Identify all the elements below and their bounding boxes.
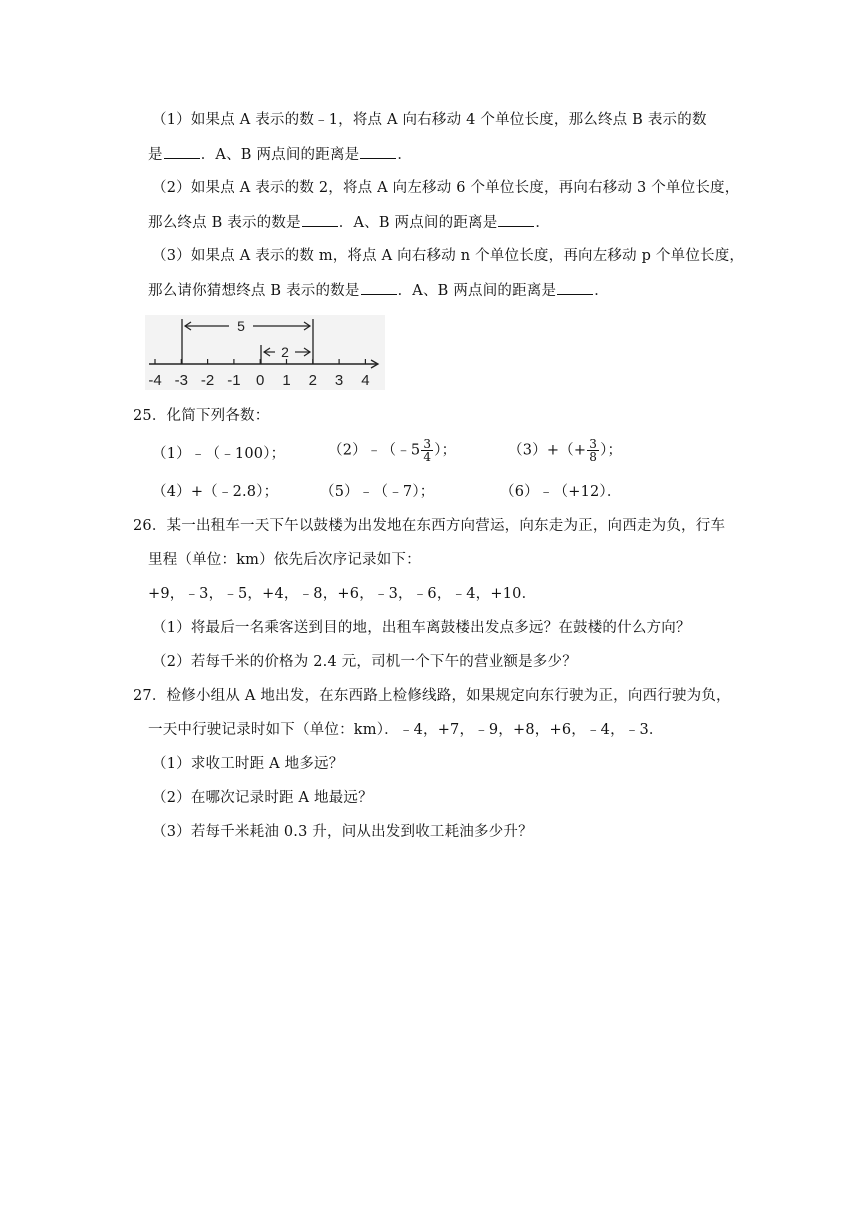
- text: ．: [594, 283, 609, 299]
- tick-label: 1: [282, 372, 291, 389]
- text: ．: [535, 215, 551, 231]
- fraction-denominator: 8: [589, 450, 598, 464]
- fraction-numerator: 3: [589, 437, 598, 451]
- q24-part3-line1: （3）如果点 A 表示的数 m，将点 A 向右移动 n 个单位长度，再向左移动 p 个单位长度，: [152, 248, 745, 264]
- text: （3）+（+: [508, 442, 587, 459]
- tick-label: -4: [148, 372, 162, 389]
- span-small-label: 2: [281, 344, 289, 360]
- q27-line2: 一天中行驶记录时如下（单位：km）．﹣4，+7，﹣9，+8，+6，﹣4，﹣3．: [148, 722, 664, 738]
- q26-sub2: （2）若每千米的价格为 2.4 元，司机一个下午的营业额是多少？: [152, 654, 577, 670]
- text: 那么请你猜想终点 B 表示的数是: [148, 283, 360, 299]
- tick-label: -2: [200, 372, 215, 389]
- q26-line1: 26．某一出租车一天下午以鼓楼为出发地在东西方向营运，向东走为正，向西走为负，行车: [133, 518, 726, 534]
- fraction: [421, 438, 433, 463]
- q24-part2-line2: [148, 212, 550, 233]
- q24-part2-line1: （2）如果点 A 表示的数 2，将点 A 向左移动 6 个单位长度，再向右移动 3 个单位长度，: [152, 180, 740, 196]
- text: （2）﹣（﹣5: [328, 442, 421, 459]
- text: ．A、B 两点间的距离是: [397, 283, 557, 299]
- answer-blank[interactable]: [361, 280, 397, 295]
- q24-part1-line2: [148, 144, 412, 165]
- fraction-denominator: 4: [423, 450, 432, 464]
- tick-label: -1: [227, 372, 241, 389]
- q25-item-4: （4）+（﹣2.8）；: [152, 484, 279, 500]
- answer-blank[interactable]: [360, 144, 396, 159]
- text: ．A、B 两点间的距离是: [338, 215, 498, 231]
- answer-blank[interactable]: [302, 212, 338, 227]
- fraction: [587, 438, 599, 463]
- q27-sub3: （3）若每千米耗油 0.3 升，问从出发到收工耗油多少升？: [152, 824, 533, 840]
- q26-sub1: （1）将最后一名乘客送到目的地，出租车离鼓楼出发点多远？在鼓楼的什么方向？: [152, 620, 691, 636]
- q24-part3-line2: [148, 280, 609, 301]
- tick-label: 4: [361, 372, 370, 389]
- q27-line1: 27．检修小组从 A 地出发，在东西路上检修线路，如果规定向东行驶为正，向西行驶为负，: [133, 688, 731, 704]
- tick-label: 0: [256, 372, 265, 389]
- text: ．: [397, 147, 413, 163]
- q25-item-1: （1）﹣（﹣100）；: [152, 446, 286, 462]
- text: ）；: [600, 442, 623, 459]
- answer-blank[interactable]: [498, 212, 534, 227]
- tick-label: 2: [308, 372, 317, 389]
- q26-line2: 里程（单位：km）依先后次序记录如下：: [148, 552, 421, 568]
- text: ．A、B 两点间的距离是: [200, 147, 360, 163]
- q27-sub1: （1）求收工时距 A 地多远？: [152, 756, 344, 772]
- q24-part1-line1: （1）如果点 A 表示的数﹣1，将点 A 向右移动 4 个单位长度，那么终点 B 表示的数: [152, 112, 707, 128]
- number-line-figure: [145, 315, 385, 390]
- q25-item-3: [508, 438, 622, 463]
- text: 是: [148, 147, 163, 163]
- tick-label: 3: [334, 372, 344, 389]
- fraction-numerator: 3: [423, 437, 432, 451]
- q25-item-5: （5）﹣（﹣7）；: [320, 484, 435, 500]
- text: 那么终点 B 表示的数是: [148, 215, 301, 231]
- tick-label: -3: [174, 372, 188, 389]
- q27-sub2: （2）在哪次记录时距 A 地最远？: [152, 790, 373, 806]
- answer-blank[interactable]: [557, 280, 593, 295]
- q26-line3: +9，﹣3，﹣5，+4，﹣8，+6，﹣3，﹣6，﹣4，+10．: [148, 586, 537, 602]
- text: ）；: [434, 442, 457, 459]
- q25-item-2: [328, 438, 456, 463]
- answer-blank[interactable]: [164, 144, 200, 159]
- q25-title: 25．化简下列各数：: [133, 408, 270, 424]
- span-large-label: 5: [237, 318, 245, 334]
- q25-item-6: （6）﹣（+12）．: [500, 484, 622, 500]
